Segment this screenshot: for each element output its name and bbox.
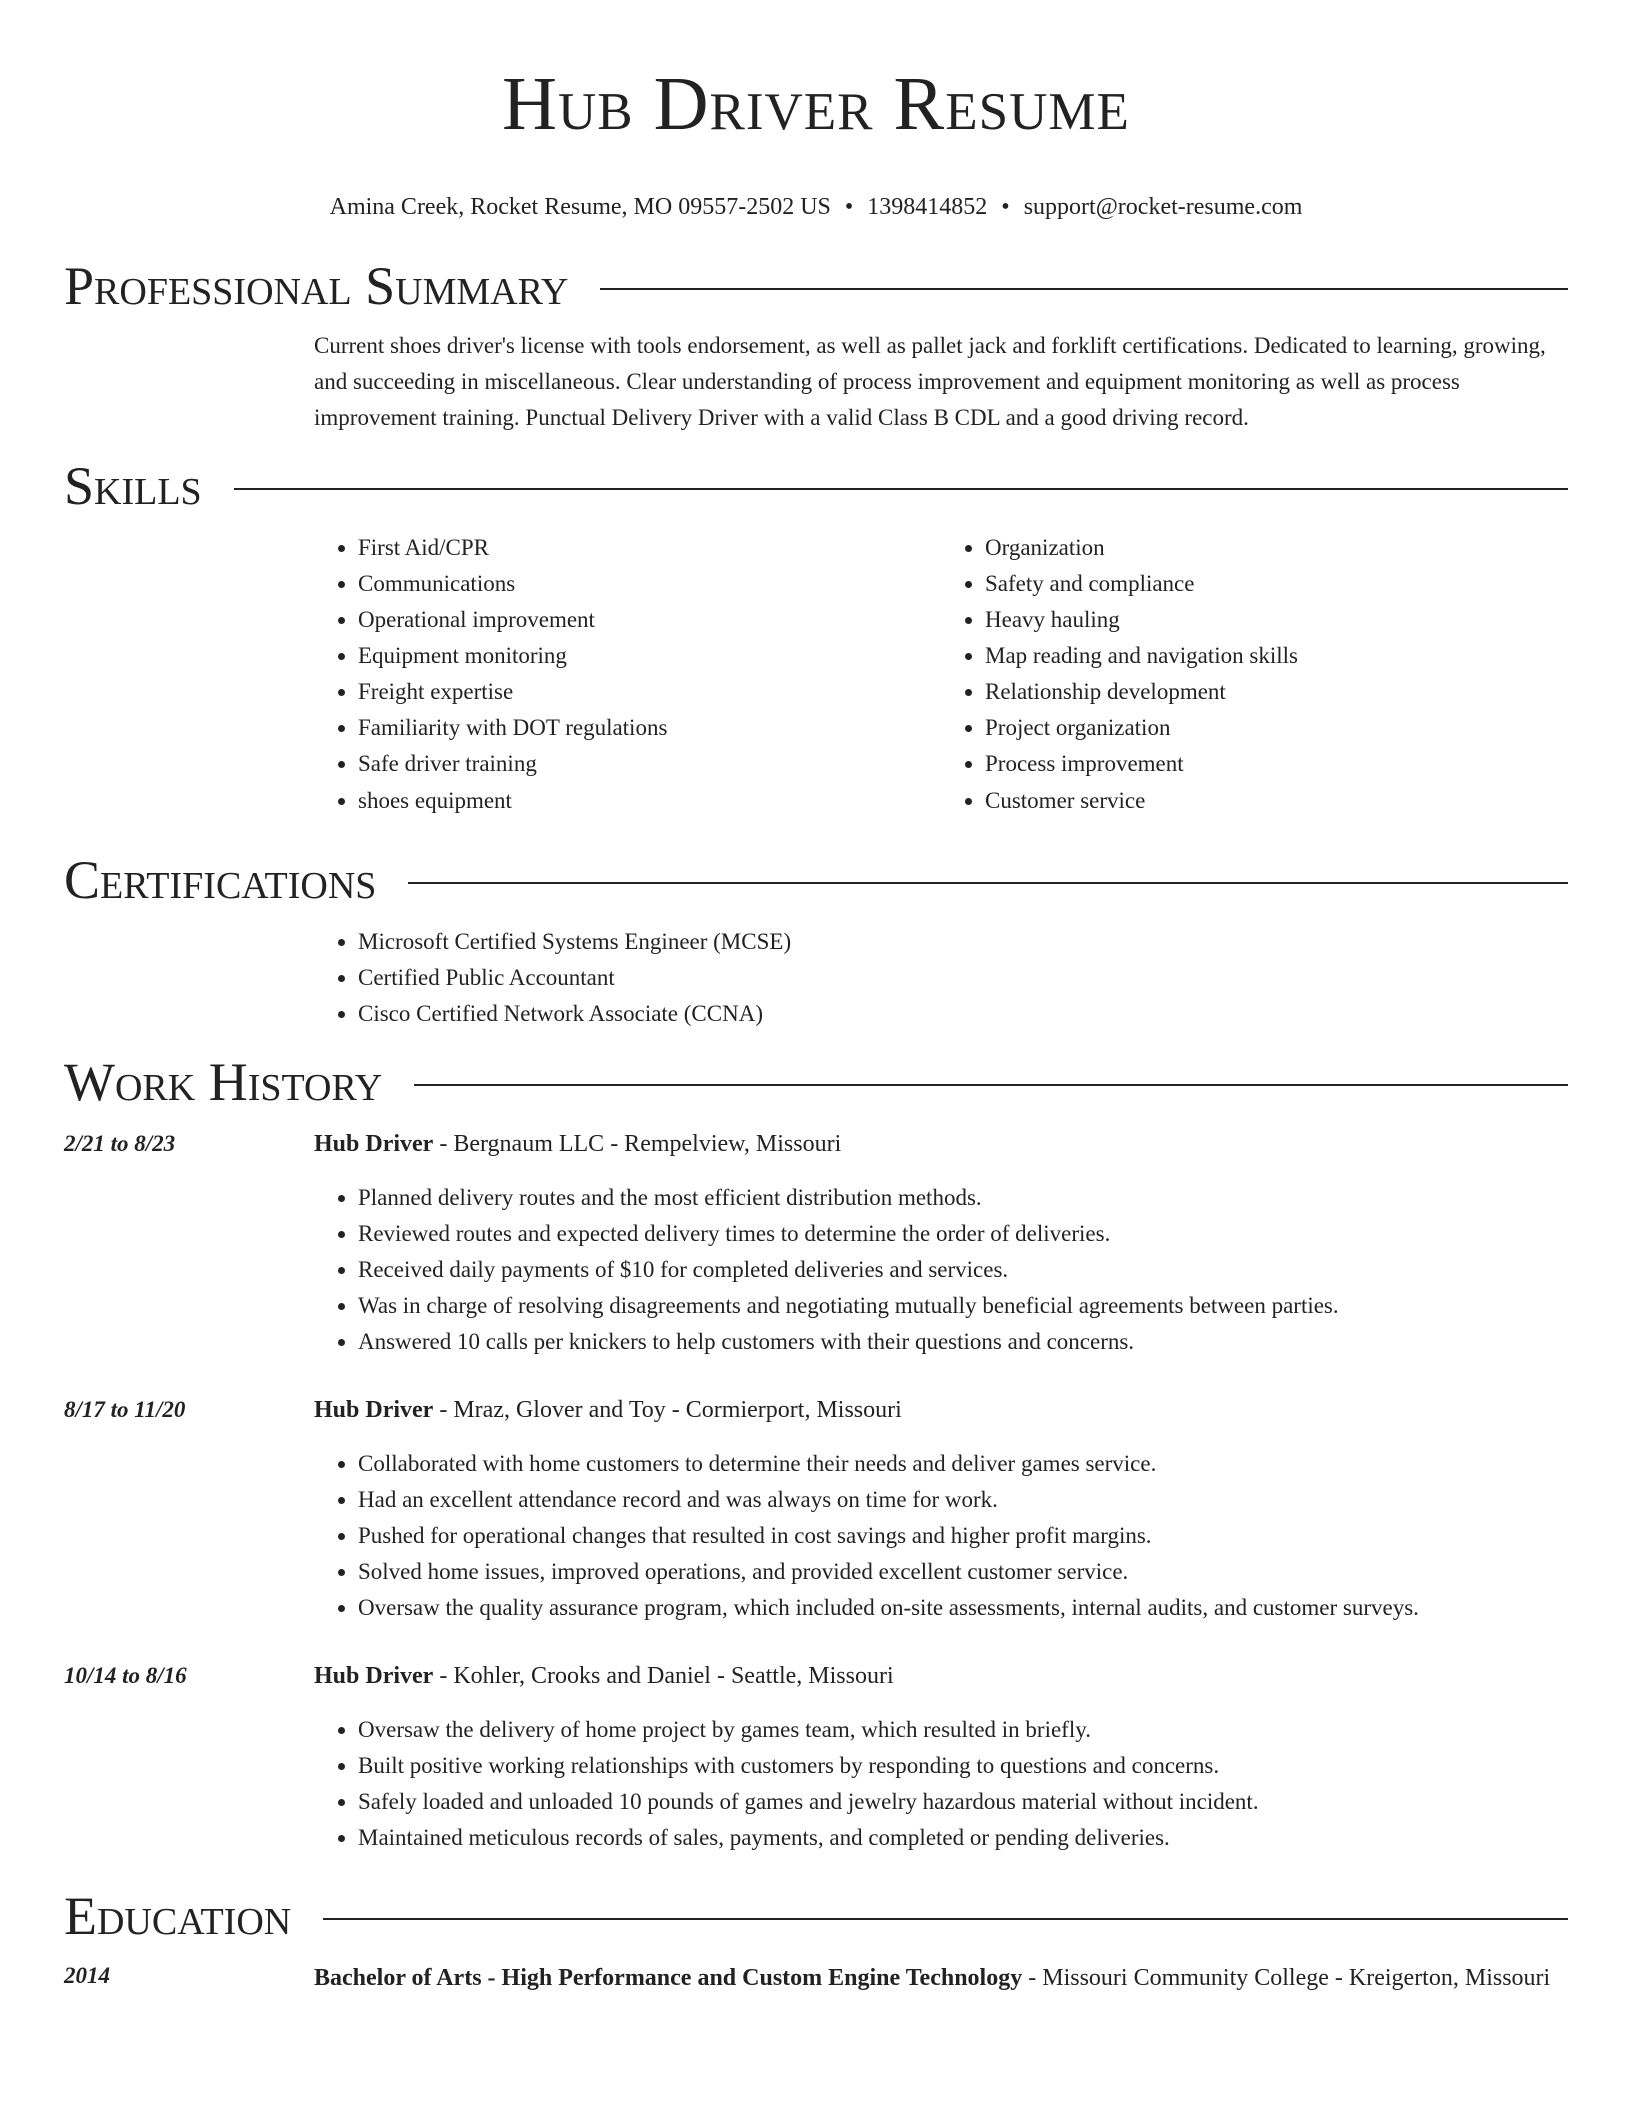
section-divider <box>408 882 1568 884</box>
job-body <box>314 1658 1568 1856</box>
job-employer: - Kohler, Crooks and Daniel - Seattle, Missouri <box>433 1663 894 1689</box>
job-dates: 2/21 to 8/23 <box>64 1131 176 1156</box>
job-duty: • Maintained meticulous records of sales, payments, and completed or pending deliveries. <box>358 1820 1568 1856</box>
job-duty: • Oversaw the delivery of home project by games team, which resulted in briefly. <box>358 1712 1568 1748</box>
job-duty: • Had an excellent attendance record and was always on time for work. <box>358 1482 1568 1518</box>
job-entry <box>64 1392 1568 1626</box>
certification-item: • Cisco Certified Network Associate (CCNA) <box>358 996 1568 1032</box>
certifications-section <box>64 850 1568 1032</box>
education-heading: Education <box>64 1886 292 1946</box>
job-title: Hub Driver <box>314 1397 434 1423</box>
job-duty: • Solved home issues, improved operations, and provided excellent customer service. <box>358 1554 1568 1590</box>
summary-heading: Professional Summary <box>64 256 569 316</box>
skills-section <box>64 456 1568 820</box>
skills-grid <box>314 530 1568 820</box>
certifications-content <box>314 924 1568 1032</box>
section-divider <box>414 1084 1568 1086</box>
education-year: 2014 <box>64 1963 110 1988</box>
job-duty: • Built positive working relationships with customers by responding to questions and concerns. <box>358 1748 1568 1784</box>
job-heading <box>314 1126 1568 1162</box>
education-degree: Bachelor of Arts - High Performance and Custom Engine Technology <box>314 1965 1023 1991</box>
education-school: - Missouri Community College - Kreigerton, Missouri <box>1022 1965 1551 1991</box>
contact-email: support@rocket-resume.com <box>1023 194 1303 220</box>
work-history-section <box>64 1052 1568 1856</box>
skill-item: • First Aid/CPR <box>358 530 941 566</box>
work-history-heading: Work History <box>64 1052 383 1112</box>
summary-heading-row <box>64 256 1568 316</box>
job-duty: • Reviewed routes and expected delivery times to determine the order of deliveries. <box>358 1216 1568 1252</box>
skill-item: • Map reading and navigation skills <box>985 638 1568 674</box>
education-entry <box>64 1958 1568 1998</box>
skill-item: • Safe driver training <box>358 746 941 782</box>
education-body <box>314 1958 1568 1998</box>
skills-list-left <box>314 530 941 820</box>
skill-item: • Project organization <box>985 710 1568 746</box>
summary-text: Current shoes driver's license with tools endorsement, as well as pallet jack and forklift certifications. Dedicated to learning, growing, and succeeding in miscellaneous. Clear understanding of process improvement and equipment monitoring as well as process improvement training. Punctual Delivery Driver with a valid Class B CDL and a good driving record. <box>314 333 1546 430</box>
education-section <box>64 1886 1568 1998</box>
skill-item: • Organization <box>985 530 1568 566</box>
summary-content <box>314 328 1568 436</box>
job-duty: • Oversaw the quality assurance program, which included on-site assessments, internal audits, and customer surveys. <box>358 1590 1568 1626</box>
job-duty: • Pushed for operational changes that resulted in cost savings and higher profit margins. <box>358 1518 1568 1554</box>
certification-item: • Certified Public Accountant <box>358 960 1568 996</box>
certifications-list <box>314 924 1568 1032</box>
contact-separator: • <box>844 194 854 220</box>
skill-item: • Heavy hauling <box>985 602 1568 638</box>
job-dates: 8/17 to 11/20 <box>64 1397 186 1422</box>
skill-item: • Freight expertise <box>358 674 941 710</box>
job-duty: • Collaborated with home customers to determine their needs and deliver games service. <box>358 1446 1568 1482</box>
job-duty: • Planned delivery routes and the most efficient distribution methods. <box>358 1180 1568 1216</box>
skill-item: • Familiarity with DOT regulations <box>358 710 941 746</box>
job-employer: - Mraz, Glover and Toy - Cormierport, Missouri <box>433 1397 902 1423</box>
section-divider <box>600 288 1568 290</box>
job-duties-list <box>314 1446 1568 1626</box>
skill-item: • shoes equipment <box>358 782 941 820</box>
skill-item: • Operational improvement <box>358 602 941 638</box>
job-title: Hub Driver <box>314 1663 434 1689</box>
job-duty: • Was in charge of resolving disagreements and negotiating mutually beneficial agreements between parties. <box>358 1288 1568 1324</box>
work-history-heading-row <box>64 1052 1568 1112</box>
summary-section <box>64 256 1568 436</box>
contact-phone: 1398414852 <box>867 194 988 220</box>
job-heading <box>314 1658 1568 1694</box>
job-entry <box>64 1126 1568 1360</box>
contact-line <box>64 192 1568 222</box>
skill-item: • Equipment monitoring <box>358 638 941 674</box>
job-heading <box>314 1392 1568 1428</box>
job-duty: • Answered 10 calls per knickers to help customers with their questions and concerns. <box>358 1324 1568 1360</box>
skill-item: • Customer service <box>985 782 1568 820</box>
job-entry <box>64 1658 1568 1856</box>
certification-item: • Microsoft Certified Systems Engineer (MCSE) <box>358 924 1568 960</box>
skill-item: • Safety and compliance <box>985 566 1568 602</box>
contact-address: Amina Creek, Rocket Resume, MO 09557-2502 US <box>329 194 831 220</box>
job-duty: • Received daily payments of $10 for completed deliveries and services. <box>358 1252 1568 1288</box>
skill-item: • Relationship development <box>985 674 1568 710</box>
skills-heading: Skills <box>64 456 202 516</box>
contact-separator: • <box>1001 194 1010 220</box>
job-body <box>314 1126 1568 1360</box>
job-employer: - Bergnaum LLC - Rempelview, Missouri <box>433 1131 842 1157</box>
certifications-heading-row <box>64 850 1568 910</box>
job-body <box>314 1392 1568 1626</box>
job-duties-list <box>314 1180 1568 1360</box>
section-divider <box>234 488 1568 490</box>
job-dates: 10/14 to 8/16 <box>64 1663 187 1688</box>
skills-list-right <box>941 530 1568 820</box>
certifications-heading: Certifications <box>64 850 377 910</box>
skill-item: • Communications <box>358 566 941 602</box>
section-divider <box>323 1918 1568 1920</box>
resume-title: Hub Driver Resume <box>502 62 1130 146</box>
job-duties-list <box>314 1712 1568 1856</box>
job-duty: • Safely loaded and unloaded 10 pounds of games and jewelry hazardous material without incident. <box>358 1784 1568 1820</box>
skill-item: • Process improvement <box>985 746 1568 782</box>
skills-heading-row <box>64 456 1568 516</box>
job-title: Hub Driver <box>314 1131 434 1157</box>
education-heading-row <box>64 1886 1568 1946</box>
